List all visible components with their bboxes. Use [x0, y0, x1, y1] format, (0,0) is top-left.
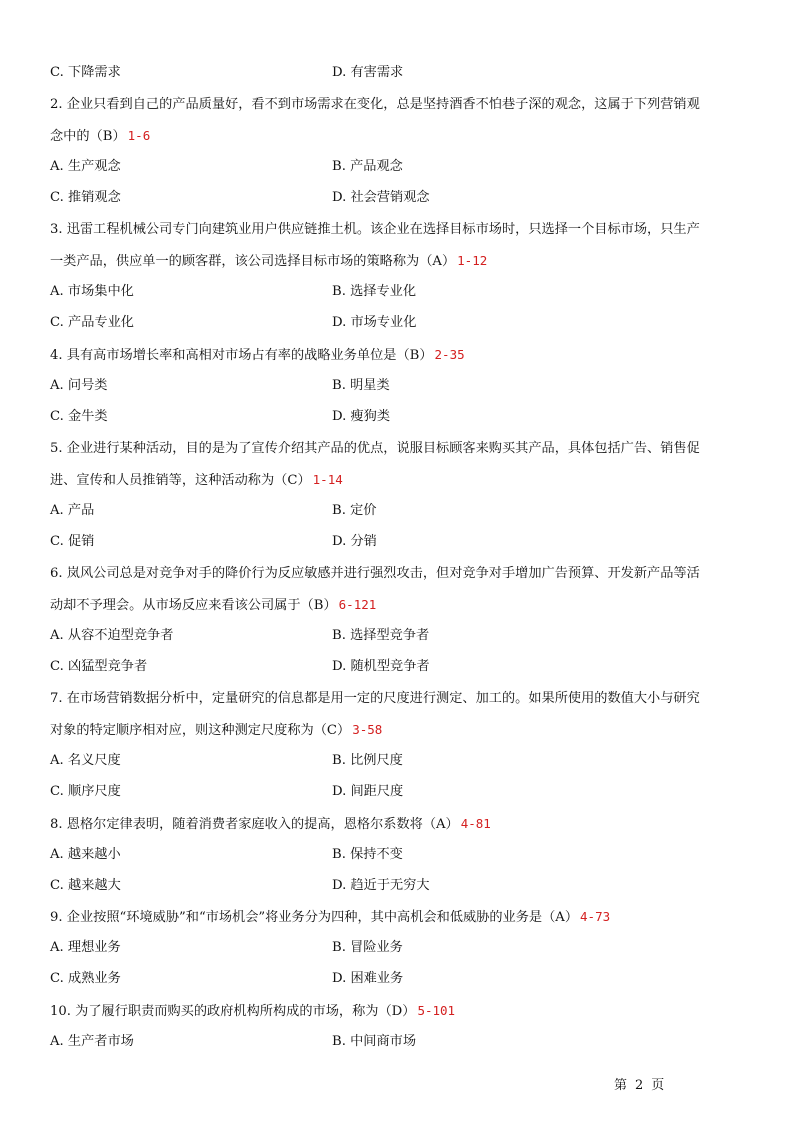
- q5-options-ab: [50, 500, 754, 522]
- q7-option-b: B. 比例尺度: [332, 753, 403, 768]
- q5-stem-line1: 5. 企业进行某种活动，目的是为了宣传介绍其产品的优点，说服目标顾客来购买其产品，具体包括广告、销售促: [50, 441, 700, 456]
- q1-option-d: D. 有害需求: [332, 65, 404, 80]
- q4-options-cd: [50, 406, 754, 428]
- q9-option-a: A. 理想业务: [50, 940, 121, 955]
- q2-reference: 1-6: [127, 128, 151, 143]
- q2-stem-text: 念中的（B）: [50, 129, 126, 144]
- q7-stem-line1: 7. 在市场营销数据分析中，定量研究的信息都是用一定的尺度进行测定、加工的。如果所使用的数值大小与研究: [50, 691, 700, 706]
- q9-option-d: D. 困难业务: [332, 971, 404, 986]
- q10-stem-text: 10. 为了履行职责而购买的政府机构所构成的市场，称为（D）: [50, 1004, 416, 1019]
- q3-option-b: B. 选择专业化: [332, 284, 417, 299]
- page-number-value: 2: [635, 1078, 644, 1093]
- question-5: [50, 438, 756, 492]
- q7-option-c: C. 顺序尺度: [50, 784, 121, 799]
- q6-stem-line1: 6. 岚风公司总是对竞争对手的降价行为反应敏感并进行强烈攻击，但对竞争对手增加广告预算、开发新产品等活: [50, 566, 700, 581]
- q3-options-ab: [50, 281, 754, 303]
- q10-option-a: A. 生产者市场: [50, 1034, 134, 1049]
- q5-option-a: A. 产品: [50, 503, 95, 518]
- q3-option-a: A. 市场集中化: [50, 284, 134, 299]
- q4-reference: 2-35: [434, 347, 465, 362]
- q3-option-d: D. 市场专业化: [332, 315, 417, 330]
- question-9: [50, 906, 756, 929]
- q3-option-c: C. 产品专业化: [50, 315, 134, 330]
- q7-options-ab: [50, 750, 754, 772]
- q1-option-c: C. 下降需求: [50, 65, 121, 80]
- question-6: [50, 563, 756, 617]
- q9-reference: 4-73: [580, 909, 611, 924]
- q3-stem-line1: 3. 迅雷工程机械公司专门向建筑业用户供应链推土机。该企业在选择目标市场时，只选择一个目标市场，只生产: [50, 222, 700, 237]
- q6-reference: 6-121: [338, 597, 377, 612]
- q10-options-ab: [50, 1031, 754, 1053]
- q4-option-b: B. 明星类: [332, 378, 390, 393]
- q2-option-a: A. 生产观念: [50, 159, 121, 174]
- question-8: [50, 813, 756, 836]
- q4-option-c: C. 金牛类: [50, 409, 108, 424]
- q9-option-b: B. 冒险业务: [332, 940, 403, 955]
- q5-option-d: D. 分销: [332, 534, 377, 549]
- q5-stem-text: 进、宣传和人员推销等，这种活动称为（C）: [50, 473, 311, 488]
- q8-option-d: D. 趋近于无穷大: [332, 878, 430, 893]
- q6-options-ab: [50, 625, 754, 647]
- q8-stem-text: 8. 恩格尔定律表明，随着消费者家庭收入的提高，恩格尔系数将（A）: [50, 817, 459, 832]
- q2-options-ab: [50, 156, 754, 178]
- q4-stem-text: 4. 具有高市场增长率和高相对市场占有率的战略业务单位是（B）: [50, 348, 433, 363]
- q2-stem-line1: 2. 企业只看到自己的产品质量好，看不到市场需求在变化，总是坚持酒香不怕巷子深的观念，这属于下列营销观: [50, 97, 700, 112]
- question-10: [50, 1000, 756, 1023]
- q5-reference: 1-14: [312, 472, 343, 487]
- q3-options-cd: [50, 312, 754, 334]
- q4-option-d: D. 瘦狗类: [332, 409, 391, 424]
- q8-option-b: B. 保持不变: [332, 847, 403, 862]
- q8-options-cd: [50, 875, 754, 897]
- question-4: [50, 344, 756, 367]
- q9-option-c: C. 成熟业务: [50, 971, 121, 986]
- q6-option-c: C. 凶猛型竞争者: [50, 659, 148, 674]
- q2-option-c: C. 推销观念: [50, 190, 121, 205]
- question-7: [50, 688, 756, 742]
- q7-reference: 3-58: [352, 722, 383, 737]
- q6-option-a: A. 从容不迫型竞争者: [50, 628, 174, 643]
- q9-options-cd: [50, 968, 754, 990]
- q2-options-cd: [50, 187, 754, 209]
- q4-options-ab: [50, 375, 754, 397]
- q9-stem-text: 9. 企业按照“环境威胁”和“市场机会”将业务分为四种，其中高机会和低威胁的业务是（A）: [50, 910, 579, 925]
- q6-stem-line2: [50, 594, 756, 617]
- q10-reference: 5-101: [417, 1003, 456, 1018]
- q6-stem-text: 动却不予理会。从市场反应来看该公司属于（B）: [50, 598, 337, 613]
- q4-option-a: A. 问号类: [50, 378, 108, 393]
- q8-options-ab: [50, 844, 754, 866]
- q6-options-cd: [50, 656, 754, 678]
- question-2: [50, 94, 756, 148]
- q7-option-d: D. 间距尺度: [332, 784, 404, 799]
- q7-stem-line2: [50, 719, 756, 742]
- q5-option-c: C. 促销: [50, 534, 95, 549]
- q8-option-c: C. 越来越大: [50, 878, 121, 893]
- q7-option-a: A. 名义尺度: [50, 753, 121, 768]
- q8-stem-line1: [50, 813, 756, 836]
- page-number: [610, 1074, 668, 1093]
- q4-stem-line1: [50, 344, 756, 367]
- q2-option-b: B. 产品观念: [332, 159, 403, 174]
- q3-stem-text: 一类产品，供应单一的顾客群，该公司选择目标市场的策略称为（A）: [50, 254, 456, 269]
- page-number-suffix: 页: [651, 1078, 665, 1093]
- q7-stem-text: 对象的特定顺序相对应，则这种测定尺度称为（C）: [50, 723, 351, 738]
- q6-option-d: D. 随机型竞争者: [332, 659, 430, 674]
- q3-reference: 1-12: [457, 253, 488, 268]
- q5-stem-line2: [50, 469, 756, 492]
- q8-option-a: A. 越来越小: [50, 847, 121, 862]
- q2-stem-line2: [50, 125, 756, 148]
- q10-stem-line1: [50, 1000, 756, 1023]
- q10-option-b: B. 中间商市场: [332, 1034, 417, 1049]
- q1-options-cd: [50, 62, 754, 84]
- q2-option-d: D. 社会营销观念: [332, 190, 430, 205]
- q3-stem-line2: [50, 250, 756, 273]
- q5-options-cd: [50, 531, 754, 553]
- q7-options-cd: [50, 781, 754, 803]
- question-3: [50, 219, 756, 273]
- q6-option-b: B. 选择型竞争者: [332, 628, 430, 643]
- q5-option-b: B. 定价: [332, 503, 377, 518]
- q9-options-ab: [50, 937, 754, 959]
- q8-reference: 4-81: [460, 816, 491, 831]
- page-number-prefix: 第: [614, 1078, 628, 1093]
- q9-stem-line1: [50, 906, 756, 929]
